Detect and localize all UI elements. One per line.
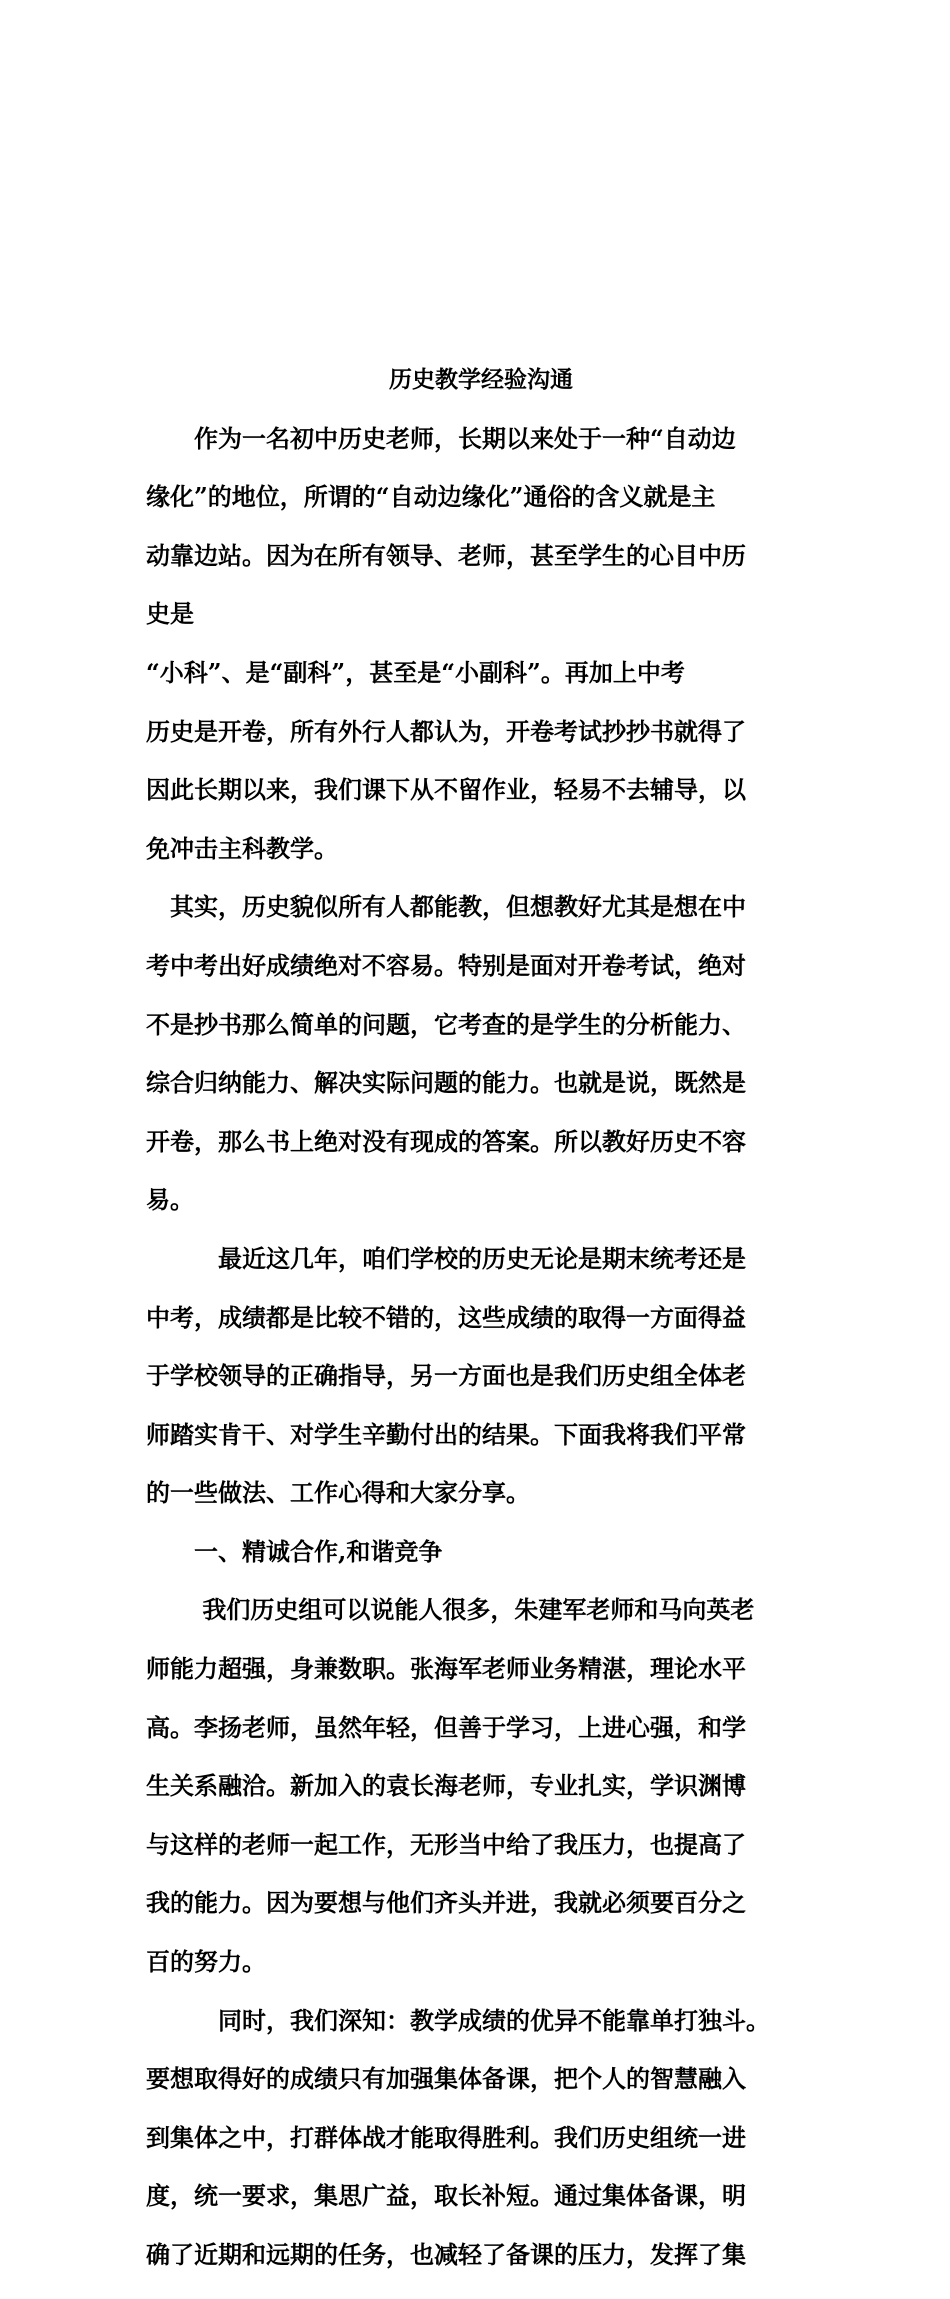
text-line: 百的努力。 <box>146 1947 266 1977</box>
text-line: 开卷，那么书上绝对没有现成的答案。所以教好历史不容 <box>146 1126 746 1156</box>
document-text <box>146 394 806 2298</box>
text-line: 缘化”的地位，所谓的“自动边缘化”通俗的含义就是主 <box>146 482 716 512</box>
section-heading: 一、精诚合作,和谐竞争 <box>146 1536 443 1566</box>
text-line: 中考，成绩都是比较不错的，这些成绩的取得一方面得益 <box>146 1302 746 1332</box>
text-line: 其实，历史貌似所有人都能教，但想教好尤其是想在中 <box>146 892 746 922</box>
text-line: 我的能力。因为要想与他们齐头并进，我就必须要百分之 <box>146 1888 746 1918</box>
text-line: 易。 <box>146 1185 194 1215</box>
text-line: 同时，我们深知：教学成绩的优异不能靠单打独斗。 <box>146 2005 770 2035</box>
document-body <box>146 365 806 2299</box>
text-line: 师能力超强，身兼数职。张海军老师业务精湛，理论水平 <box>146 1654 746 1684</box>
text-line: 作为一名初中历史老师，长期以来处于一种“自动边 <box>146 423 736 453</box>
text-line: 历史是开卷，所有外行人都认为，开卷考试抄抄书就得了 <box>146 716 746 746</box>
text-line: “小科”、是“副科”，甚至是“小副科”。再加上中考 <box>146 657 685 687</box>
text-line: 与这样的老师一起工作，无形当中给了我压力，也提高了 <box>146 1829 746 1859</box>
text-line: 要想取得好的成绩只有加强集体备课，把个人的智慧融入 <box>146 2064 746 2094</box>
text-line: 高。李扬老师，虽然年轻，但善于学习，上进心强，和学 <box>146 1712 746 1742</box>
text-line: 因此长期以来，我们课下从不留作业，轻易不去辅导，以 <box>146 775 746 805</box>
text-line: 免冲击主科教学。 <box>146 833 338 863</box>
text-line: 综合归纳能力、解决实际问题的能力。也就是说，既然是 <box>146 1068 746 1098</box>
text-line: 于学校领导的正确指导，另一方面也是我们历史组全体老 <box>146 1361 746 1391</box>
text-line: 生关系融洽。新加入的袁长海老师，专业扎实，学识渊博 <box>146 1771 746 1801</box>
text-line: 史是 <box>146 599 194 629</box>
text-line: 度，统一要求，集思广益，取长补短。通过集体备课，明 <box>146 2181 746 2211</box>
text-line: 不是抄书那么简单的问题，它考查的是学生的分析能力、 <box>146 1009 746 1039</box>
text-line: 我们历史组可以说能人很多，朱建军老师和马向英老 <box>146 1595 755 1625</box>
text-line: 的一些做法、工作心得和大家分享。 <box>146 1478 530 1508</box>
text-line: 到集体之中，打群体战才能取得胜利。我们历史组统一进 <box>146 2122 746 2152</box>
text-line: 动靠边站。因为在所有领导、老师，甚至学生的心目中历 <box>146 540 746 570</box>
document-title: 历史教学经验沟通 <box>389 366 573 393</box>
text-line: 师踏实肯干、对学生辛勤付出的结果。下面我将我们平常 <box>146 1419 746 1449</box>
text-line: 最近这几年，咱们学校的历史无论是期末统考还是 <box>146 1243 746 1273</box>
text-line: 确了近期和远期的任务，也减轻了备课的压力，发挥了集 <box>146 2240 746 2269</box>
text-line: 考中考出好成绩绝对不容易。特别是面对开卷考试，绝对 <box>146 950 746 980</box>
